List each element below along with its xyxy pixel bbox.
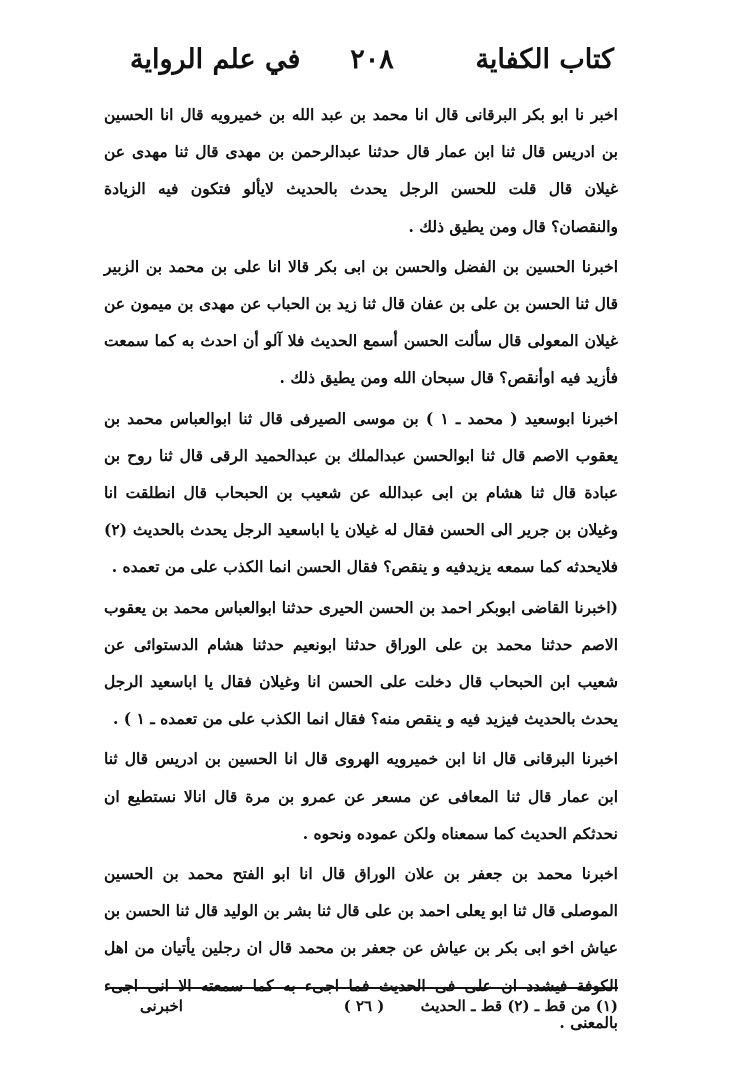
chapter-subject: في علم الرواية	[130, 44, 301, 75]
book-title: كتاب الكفاية	[475, 44, 614, 75]
page-footer	[110, 997, 618, 1029]
footnotes: (١) من قط ـ (٢) قط ـ الحديث	[420, 997, 618, 1015]
catchword: اخبرنى	[140, 997, 183, 1015]
footer-page-ref: ( ٢٦ )	[343, 997, 385, 1015]
footnote-divider	[110, 987, 618, 989]
paragraph: اخبرنا محمد بن جعفر بن علان الوراق قال انا ابو الفتح محمد بن الحسين الموصلى قال ثنا ابو يعلى احمد بن على قال ثنا بشر بن الوليد قال ثنا الحسن بن عياش اخو ابى بكر بن عياش عن جعفر بن محمد قال ان رجلين يأتيان من اهل الكوفة فيشدد ان على فى الحديث فما اجىء به كما سمعته الا انى اجىء بالمعنى .	[104, 864, 618, 1032]
paragraph: اخبرنا ابوسعيد ( محمد ـ ١ ) بن موسى الصيرفى قال ثنا ابوالعباس محمد بن يعقوب الاصم قال ثنا ابوالحسن عبدالملك بن عبدالحميد الرقى قال ثنا روح بن عبادة قال ثنا هشام بن ابى عبدالله عن شعيب بن الحبحاب قال انطلقت انا وغيلان بن جرير الى الحسن فقال له غيلان يا اباسعيد الرجل يحدث بالحديث (٢) فلايحدثه كما سمعه يزيدفيه و ينقص؟ فقال الحسن انما الكذب على من تعمده .	[104, 408, 618, 577]
page-number: ٢٠٨	[350, 44, 394, 75]
paragraph: اخبرنا الحسين بن الفضل والحسن بن ابى بكر قالا انا على بن محمد بن الزبير قال ثنا الحسن بن على بن عفان قال ثنا زيد بن الحباب عن مهدى بن ميمون عن غيلان المعولى قال سألت الحسن أسمع الحديث فلا آلو أن احدث به كما سمعت فأزيد فيه اوأنقص؟ قال سبحان الله ومن يطيق ذلك .	[104, 256, 618, 388]
page-body	[104, 96, 618, 1044]
paragraph: اخبر نا ابو بكر البرقانى قال انا محمد بن عبد الله بن خميرويه قال انا الحسين بن ادريس قال ثنا ابن عمار قال حدثنا عبدالرحمن بن مهدى قال ثنا مهدى عن غيلان قال قلت للحسن الرجل يحدث بالحديث لايألو فتكون فيه الزيادة والنقصان؟ قال ومن يطيق ذلك .	[104, 105, 618, 236]
paragraph: اخبرنا البرقانى قال انا ابن خميرويه الهروى قال انا الحسين بن ادريس قال ثنا ابن عمار قال ثنا المعافى عن مسعر عن عمرو بن مرة قال انالا نستطيع ان نحدثكم الحديث كما سمعناه ولكن عموده ونحوه .	[104, 749, 618, 843]
page-header	[130, 44, 614, 92]
paragraph: (اخبرنا القاضى ابوبكر احمد بن الحسن الحيرى حدثنا ابوالعباس محمد بن يعقوب الاصم حدثنا محمد بن على الوراق حدثنا ابونعيم حدثنا هشام الدستوائى عن شعيب ابن الحبحاب قال دخلت على الحسن انا وغيلان فقال يا اباسعيد الرجل يحدث بالحديث فيزيد فيه و ينقص منه؟ فقال انما الكذب على من تعمده ـ ١ ) .	[104, 597, 618, 729]
